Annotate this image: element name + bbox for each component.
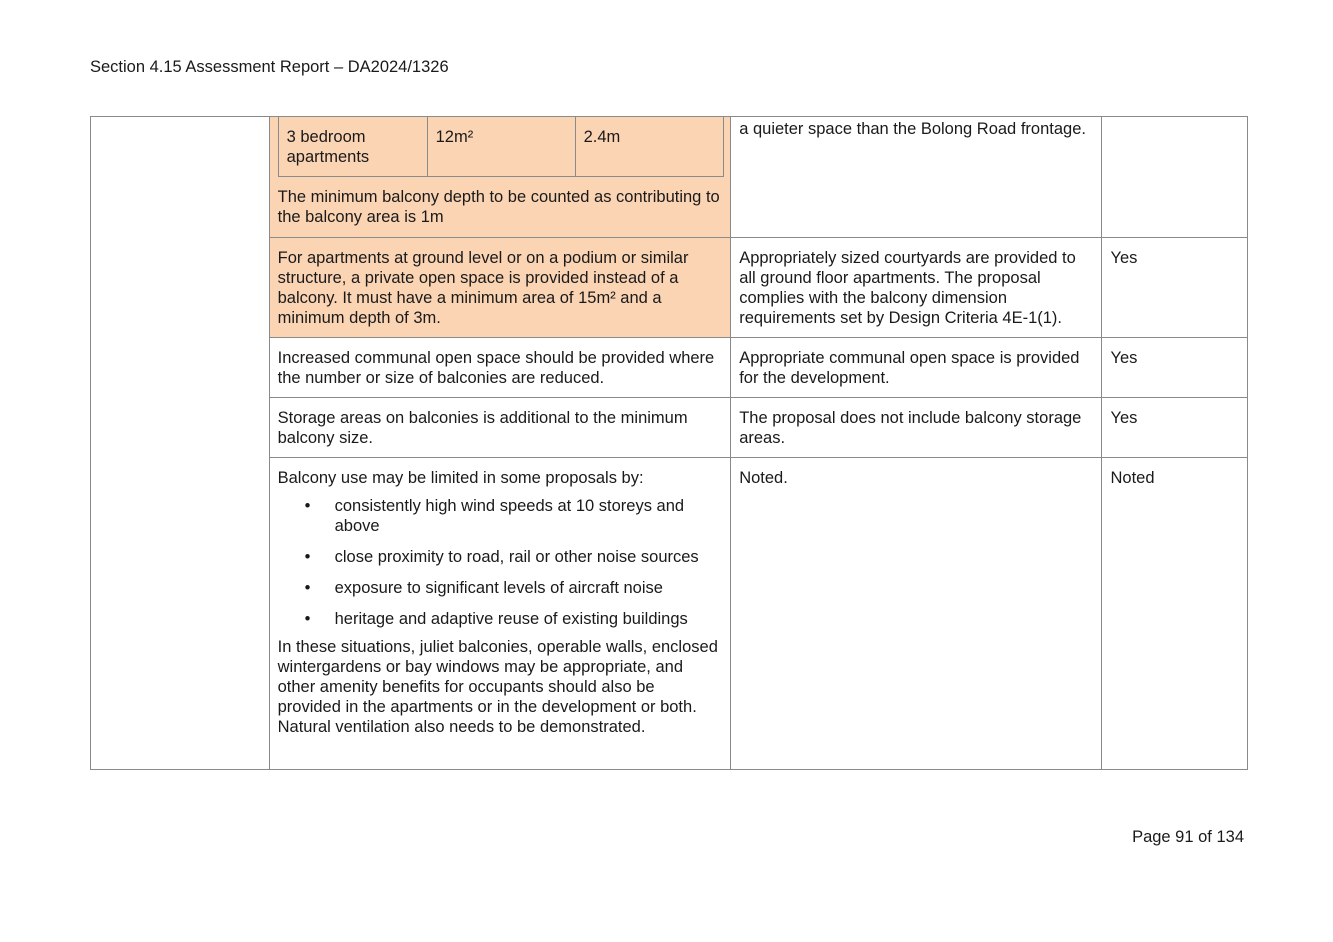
apartment-type: 3 bedroom apartments [278,117,427,177]
report-header: Section 4.15 Assessment Report – DA2024/1326 [90,58,449,76]
comment-cell [731,117,1102,238]
compliance-cell [1102,458,1248,770]
compliance-text [1102,117,1247,136]
compliance-text: Yes [1110,249,1138,267]
compliance-cell [1102,117,1248,238]
compliance-cell [1102,238,1248,338]
criteria-text: The minimum balcony depth to be counted as contributing to the balcony area is 1m [277,188,720,226]
bullet-icon: • [304,497,311,515]
compliance-cell [1102,398,1248,458]
table-row [91,117,1248,238]
list-item: • close proximity to road, rail or other noise sources [304,548,699,566]
compliance-text: Noted [1110,469,1155,487]
page-number: Page 91 of 134 [1132,828,1244,846]
minimum-area: 12m² [427,117,575,177]
compliance-text: Yes [1110,349,1138,367]
balcony-size-table [278,117,724,177]
limitation-list [278,496,723,629]
list-item: • exposure to significant levels of aircraft noise [304,579,663,597]
criteria-cell [269,238,731,338]
criteria-text: For apartments at ground level or on a podium or similar structure, a private open space is provided instead of a balcony. It must have a minimum area of 15m² and a minimum depth of 3m. [277,249,689,327]
criteria-text: Increased communal open space should be provided where the number or size of balconies are reduced. [277,349,715,387]
criteria-cell [269,338,731,398]
minimum-depth: 2.4m [575,117,723,177]
comment-cell [731,398,1102,458]
comment-text: The proposal does not include balcony storage areas. [739,409,1082,447]
bullet-icon: • [304,610,311,628]
compliance-text: Yes [1110,409,1138,427]
comment-cell [731,338,1102,398]
inner-table-row [278,117,723,177]
criteria-text: Storage areas on balconies is additional to the minimum balcony size. [277,409,688,447]
criteria-cell [269,117,731,238]
comment-cell [731,238,1102,338]
list-item: • consistently high wind speeds at 10 storeys and above [304,497,685,535]
assessment-table [90,116,1248,770]
comment-text: a quieter space than the Bolong Road frontage. [739,120,1086,138]
compliance-cell [1102,338,1248,398]
criteria-outro: In these situations, juliet balconies, operable walls, enclosed wintergardens or bay windows may be appropriate, and other amenity benefits for occupants should also be provided in the apartments or in the development or both. Natural ventilation also needs to be demonstrated. [277,638,718,736]
criteria-cell [269,458,731,770]
comment-text: Noted. [739,469,788,487]
criteria-cell [269,398,731,458]
comment-cell [731,458,1102,770]
list-item: • heritage and adaptive reuse of existing buildings [304,610,688,628]
comment-text: Appropriately sized courtyards are provided to all ground floor apartments. The proposal complies with the balcony dimension requirements set by Design Criteria 4E-1(1). [739,249,1076,327]
comment-text: Appropriate communal open space is provided for the development. [739,349,1080,387]
criteria-intro: Balcony use may be limited in some proposals by: [277,469,644,487]
bullet-icon: • [304,548,311,566]
control-cell [91,117,270,770]
bullet-icon: • [304,579,311,597]
